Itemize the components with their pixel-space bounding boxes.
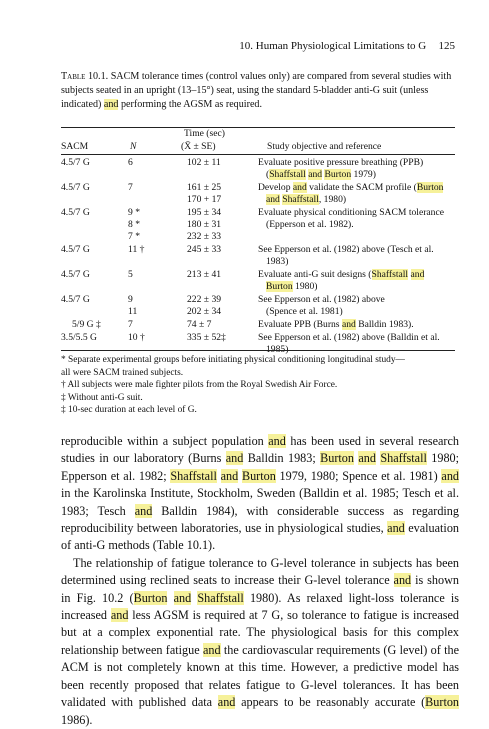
- footnote-line: ‡ Without anti-G suit.: [61, 392, 143, 403]
- highlighted-term: Burton: [320, 451, 354, 466]
- footnote-line: all were SACM trained subjects.: [61, 367, 184, 378]
- cell-n: 10 †: [128, 332, 145, 343]
- cell-time: 161 ± 25: [187, 182, 222, 193]
- body-paragraph-2: The relationship of fatigue tolerance to G-level tolerance in subjects has been determined using reclined seats to increase their G-level tolerance and is shown in Fig. 10.2 (Burton and Shaffstall 1980). As relaxed light-loss tolerance is increased and less AGSM is required at 7 G, so tolerance to fatigue is increased but at a complex exponential rate. The physiological basis for this complex relationship between fatigue and the cardiovascular requirements (G level) of the ACM is not completely known at this time. However, a predictive model has been recently proposed that relates fatigue to G-level tolerances. It has been validated with published data and appears to be reasonably accurate (Burton 1986).: [61, 555, 460, 727]
- col-header-sacm: SACM: [61, 141, 89, 152]
- cell-time: 213 ± 41: [187, 269, 222, 280]
- cell-time: 195 ± 34: [187, 207, 222, 218]
- cell-study: (Epperson et al. 1982).: [266, 219, 354, 230]
- table-caption: [61, 70, 455, 112]
- running-header: [205, 40, 455, 52]
- page-number: 125: [438, 40, 455, 52]
- cell-study: See Epperson et al. (1982) above (Balldin et al.: [258, 332, 440, 343]
- cell-n: 9 *: [128, 207, 140, 218]
- table-caption-text: SACM tolerance times (control values only) are compared from several studies with subjects seated in an upright (13–15°) seat, using the standard 5-bladder anti-G suit (unless indicated) and performing the AGSM as required.: [61, 71, 452, 110]
- highlighted-term: and: [173, 590, 192, 605]
- highlighted-term: and: [387, 521, 405, 536]
- highlighted-term: Burton: [241, 468, 276, 483]
- cell-n: 8 *: [128, 219, 140, 230]
- cell-n: 11 †: [128, 244, 145, 255]
- cell-study: Evaluate positive pressure breathing (PPB): [258, 157, 424, 168]
- highlighted-term: Shaffstall: [197, 590, 244, 605]
- cell-n: 7: [128, 182, 133, 193]
- cell-study: and Shaffstall, 1980): [266, 194, 347, 205]
- table-top-rule: [61, 127, 455, 128]
- cell-study: See Epperson et al. (1982) above (Tesch et al.: [258, 244, 434, 255]
- cell-study: Burton 1980): [266, 281, 318, 292]
- highlighted-term: and: [358, 451, 376, 466]
- highlighted-term: and: [266, 194, 280, 205]
- cell-n: 5: [128, 269, 133, 280]
- col-header-time-line2: (X̄ ± SE): [181, 141, 216, 152]
- highlighted-term: and: [393, 573, 412, 588]
- highlighted-term: and: [202, 642, 221, 657]
- cell-time: 170 + 17: [187, 194, 222, 205]
- highlighted-term: Burton: [416, 182, 444, 193]
- highlighted-term: and: [410, 269, 425, 280]
- highlighted-term: and: [308, 169, 323, 180]
- cell-study: Develop and validate the SACM profile (Burton: [258, 182, 444, 193]
- cell-sacm: 4.5/7 G: [61, 294, 90, 305]
- highlighted-term: Burton: [266, 281, 293, 292]
- cell-sacm: 4.5/7 G: [61, 244, 90, 255]
- highlighted-term: and: [103, 99, 119, 110]
- cell-study: (Spence et al. 1981): [266, 306, 343, 317]
- cell-sacm: 4.5/7 G: [61, 269, 90, 280]
- highlighted-term: Shaffstall: [170, 468, 217, 483]
- highlighted-term: Burton: [324, 169, 352, 180]
- footnote-line: ‡ 10-sec duration at each level of G.: [61, 405, 197, 415]
- cell-time: 222 ± 39: [187, 294, 222, 305]
- table-header-rule: [61, 154, 455, 155]
- running-header-title: 10. Human Physiological Limitations to G: [239, 40, 427, 52]
- cell-study: (Shaffstall and Burton 1979): [266, 169, 376, 180]
- highlighted-term: Shaffstall: [371, 269, 409, 280]
- highlighted-term: and: [220, 468, 239, 483]
- cell-sacm: 4.5/7 G: [61, 182, 90, 193]
- highlighted-term: Shaffstall: [380, 451, 427, 466]
- cell-time: 74 ± 7: [187, 319, 212, 330]
- highlighted-term: and: [217, 695, 236, 710]
- cell-sacm: 3.5/5.5 G: [61, 332, 97, 343]
- highlighted-term: and: [110, 608, 129, 623]
- table-bottom-rule: [61, 350, 455, 351]
- body-text: [61, 433, 459, 729]
- highlighted-term: and: [292, 182, 307, 193]
- cell-n: 9: [128, 294, 133, 305]
- highlighted-term: and: [341, 319, 356, 330]
- highlighted-term: and: [268, 434, 286, 448]
- col-header-study: Study objective and reference: [267, 141, 382, 152]
- highlighted-term: and: [441, 468, 460, 483]
- cell-time: 245 ± 33: [187, 244, 222, 255]
- cell-sacm: 4.5/7 G: [61, 157, 90, 168]
- cell-n: 7 *: [128, 231, 140, 242]
- cell-sacm: 5/9 G ‡: [72, 319, 101, 330]
- cell-study: Evaluate physical conditioning SACM tolerance: [258, 207, 444, 218]
- cell-n: 11: [128, 306, 138, 317]
- highlighted-term: and: [134, 503, 153, 518]
- highlighted-term: Burton: [133, 590, 168, 605]
- cell-study: See Epperson et al. (1982) above: [258, 294, 385, 305]
- cell-time: 232 ± 33: [187, 231, 222, 242]
- cell-study: 1983): [266, 256, 289, 267]
- cell-n: 7: [128, 319, 133, 330]
- highlighted-term: Burton: [425, 695, 460, 710]
- cell-study: Evaluate PPB (Burns and Balldin 1983).: [258, 319, 414, 330]
- table-caption-label: Table 10.1.: [61, 71, 109, 82]
- cell-time: 102 ± 11: [187, 157, 221, 168]
- highlighted-term: and: [225, 451, 244, 466]
- body-paragraph-1: reproducible within a subject population and has been used in several research studies in our laboratory (Burns and Balldin 1983; Burton and Shaffstall 1980; Epperson et al. 1982; Shaffstall and Burton 1979, 1980; Spence et al. 1981) and in the Karolinska Institute, Stockholm, Sweden (Balldin et al. 1985; Tesch et al. 1983; Tesch and Balldin 1984), with considerable success as regarding reproducibility between laboratories, use in physiological studies, and evaluation of anti-G methods (Table 10.1).: [61, 434, 460, 553]
- highlighted-term: Shaffstall: [269, 169, 306, 180]
- cell-time: 335 ± 52‡: [187, 332, 226, 343]
- footnote-line: † All subjects were male fighter pilots from the Royal Swedish Air Force.: [61, 380, 338, 390]
- highlighted-term: Shaffstall: [282, 194, 319, 205]
- cell-study: 1985): [266, 344, 289, 355]
- cell-study: Evaluate anti-G suit designs (Shaffstall and: [258, 269, 425, 280]
- cell-time: 202 ± 34: [187, 306, 222, 317]
- cell-sacm: 4.5/7 G: [61, 207, 90, 218]
- col-header-time-line1: Time (sec): [184, 128, 225, 139]
- footnote-line: * Separate experimental groups before initiating physical conditioning longitudinal study—: [61, 355, 405, 365]
- cell-n: 6: [128, 157, 133, 168]
- cell-time: 180 ± 31: [187, 219, 222, 230]
- col-header-n: N: [130, 141, 137, 152]
